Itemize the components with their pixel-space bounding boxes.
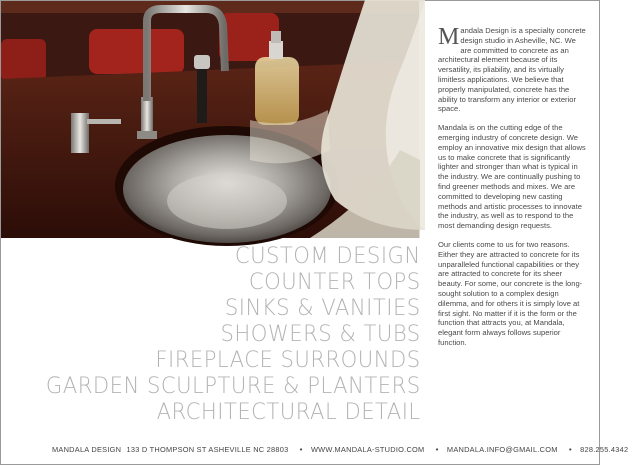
- footer-website-link[interactable]: WWW.MANDALA-STUDIO.COM: [310, 445, 425, 454]
- footer-address: 133 D THOMPSON ST ASHEVILLE NC 28803: [126, 445, 289, 454]
- sprayer: [197, 63, 207, 123]
- intro-paragraph: [438, 26, 588, 114]
- chair: [1, 39, 46, 81]
- service-item: COUNTER TOPS: [249, 269, 421, 295]
- footer-phone: 828.255.4342: [580, 445, 629, 454]
- footer-email-link[interactable]: MANDALA.INFO@GMAIL.COM: [446, 445, 558, 454]
- service-item: GARDEN SCULPTURE & PLANTERS: [46, 373, 421, 399]
- clients-paragraph: Our clients come to us for two reasons. Either they are attracted to concrete for its unparalleled functional capabilities or they are attracted to concrete for its sheer beauty. For some, our concrete is the long-sought solution to a complex design dilemma, and for others it is simply love at first sight. No matter if it is the form or the function that attracts you, at Mandala, elegant form always follows superior function.: [438, 239, 583, 347]
- innovation-paragraph: Mandala is on the cutting edge of the emerging industry of concrete design. We employ an innovative mix design that allows us to make concrete that is significantly lighter and stronger than what is typical in the industry. We are continually pushing to find greener methods and mixes. We are committed to developing new casting methods and artistic processes to innovate the industry, as well as to respond to the most demanding design requests.: [438, 123, 586, 231]
- services-list: [22, 243, 421, 425]
- service-item: FIREPLACE SURROUNDS: [155, 347, 421, 373]
- chair: [89, 29, 184, 74]
- service-item: CUSTOM DESIGN: [235, 243, 421, 269]
- faucet-handle: [71, 113, 89, 153]
- sink-photo: [1, 1, 419, 238]
- footer-separator: •: [299, 445, 303, 454]
- intro-text: andala Design is a specialty concrete design studio in Asheville, NC. We are committed to concrete as an architectural element because of its versatility, its pliability, and its virtually limitless applications. We believe that properly manipulated, concrete has the ability to transform any interior or exterior space.: [438, 26, 586, 114]
- sink-photo-illustration: [1, 1, 419, 238]
- service-item: SHOWERS & TUBS: [220, 321, 421, 347]
- footer-contact-bar: [0, 440, 629, 460]
- service-item: SINKS & VANITIES: [225, 295, 421, 321]
- footer-separator: •: [568, 445, 572, 454]
- drop-cap: M: [438, 24, 460, 50]
- company-description: [438, 26, 588, 357]
- footer-separator: •: [435, 445, 439, 454]
- footer-company-name: MANDALA DESIGN: [52, 445, 122, 454]
- service-item: ARCHITECTURAL DETAIL: [156, 399, 421, 425]
- soap-dispenser: [255, 57, 299, 125]
